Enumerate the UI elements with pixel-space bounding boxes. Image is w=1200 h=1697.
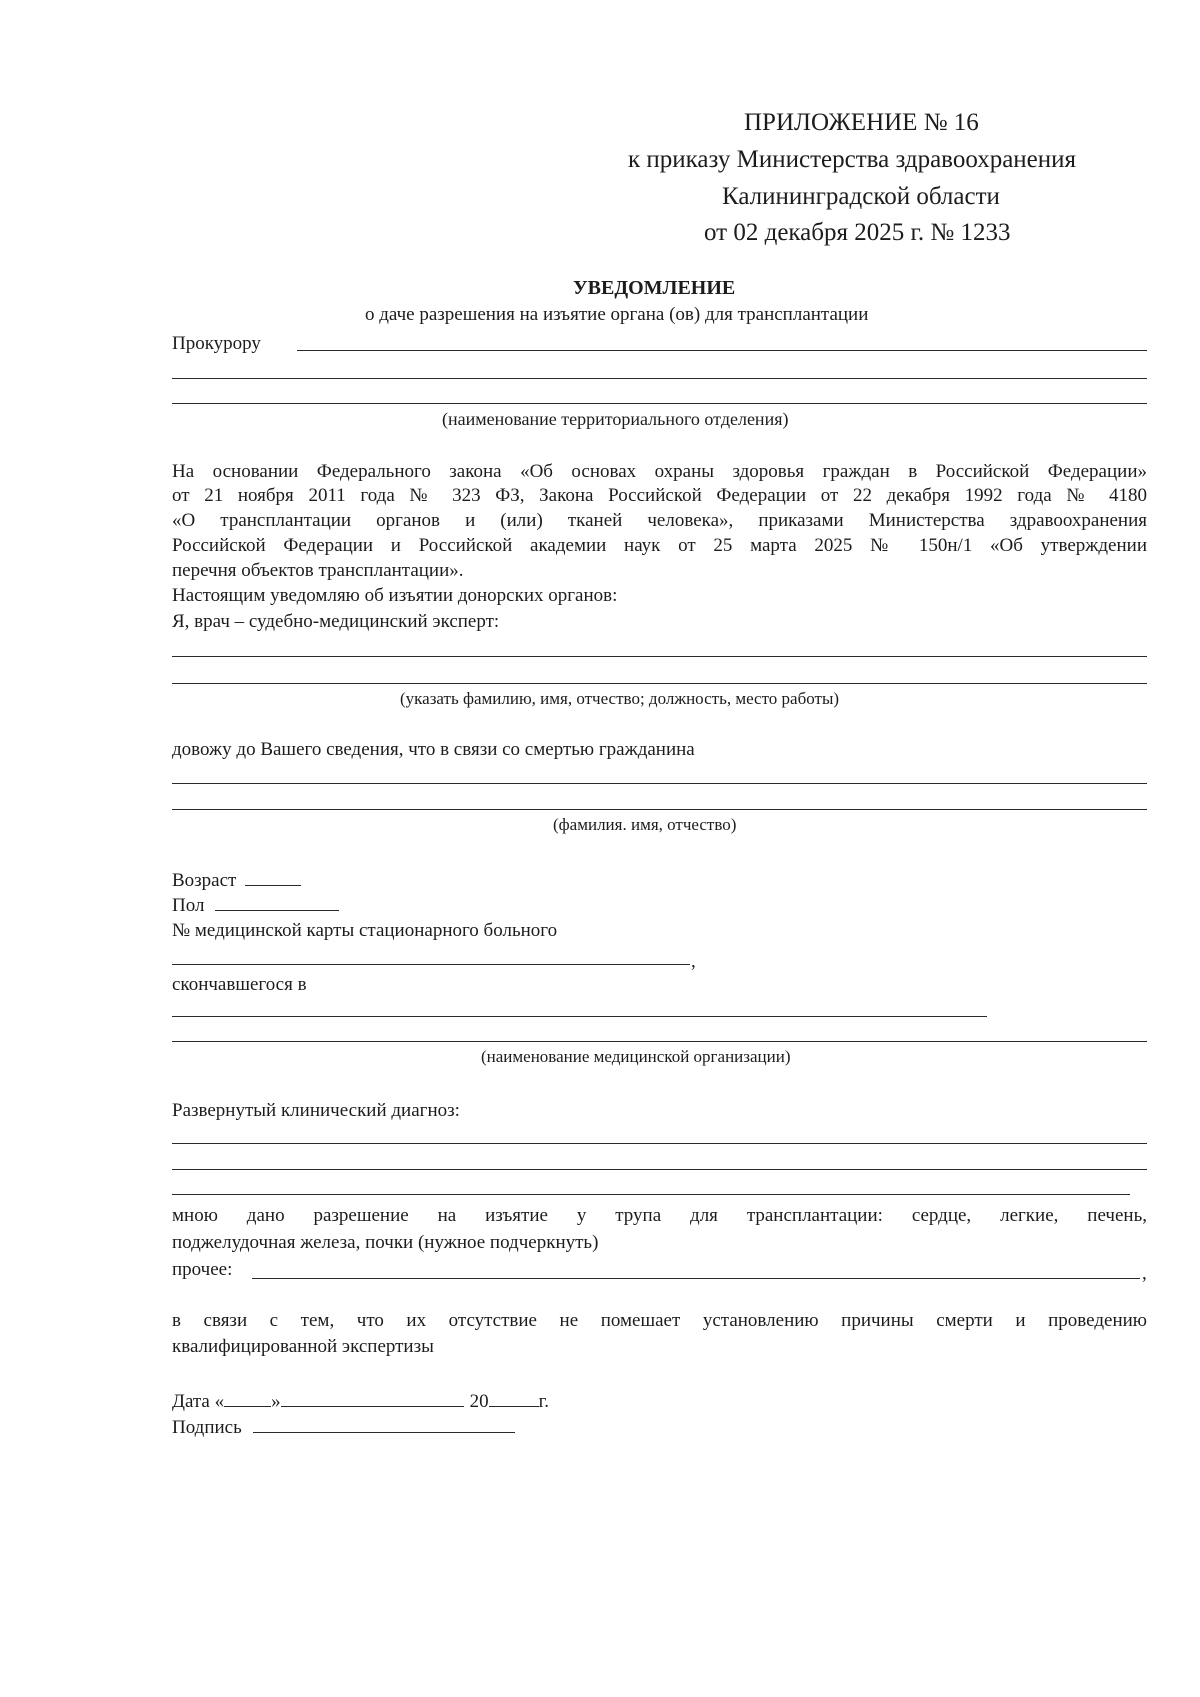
age-label [172,871,301,890]
date-row [172,1392,549,1411]
card-label: № медицинской карты стационарного больного [172,920,558,941]
basis-line-4: Российской Федерации и Российской академии наук от 25 марта 2025 № 150н/1 «Об утверждении [172,535,1147,556]
signature-row [172,1418,515,1437]
addressee-line-3[interactable] [172,403,1147,404]
basis-line-5: перечня объектов трансплантации». [172,560,464,581]
order-date: от 02 декабря 2025 г. № 1233 [704,219,1011,246]
sex-label-text: Пол [172,895,205,916]
date-day-field[interactable] [224,1405,271,1407]
diagnosis-label: Развернутый клинический диагноз: [172,1100,460,1121]
card-comma: , [691,951,696,972]
other-organs-field[interactable] [252,1278,1140,1279]
date-close-quote: » [271,1391,281,1412]
date-label: Дата « [172,1391,225,1412]
deceased-line-2[interactable] [172,809,1147,810]
basis-line-3: «О трансплантации органов и (или) тканей человека», приказами Министерства здравоохранения [172,510,1147,531]
organization-line-2[interactable] [172,1041,1147,1042]
document-title: УВЕДОМЛЕНИЕ [573,277,736,299]
notify-line: Настоящим уведомляю об изъятии донорских органов: [172,585,618,606]
other-comma: , [1142,1263,1147,1284]
sex-field[interactable] [215,909,339,911]
organization-caption: (наименование медицинской организации) [481,1047,791,1066]
addressee-line-1[interactable] [297,350,1147,351]
permission-line-1: мною дано разрешение на изъятие у трупа для трансплантации: сердце, легкие, печень, [172,1205,1147,1226]
region-name: Калининградской области [722,183,1000,210]
basis-line-1: На основании Федерального закона «Об основах охраны здоровья граждан в Российской Федерации» [172,461,1147,482]
expert-line-1[interactable] [172,656,1147,657]
signature-field[interactable] [253,1431,515,1433]
expert-intro: Я, врач – судебно-медицинский эксперт: [172,611,500,632]
date-year-prefix: 20 [469,1391,489,1412]
reason-line-2: квалифицированной экспертизы [172,1336,434,1357]
addressee-line-2[interactable] [172,378,1147,379]
signature-label: Подпись [172,1417,242,1438]
deceased-caption: (фамилия. имя, отчество) [553,815,737,834]
document-subtitle: о даче разрешения на изъятие органа (ов) для трансплантации [365,304,869,325]
order-reference: к приказу Министерства здравоохранения [628,146,1077,173]
reason-line-1: в связи с тем, что их отсутствие не помешает установлению причины смерти и проведению [172,1310,1147,1331]
permission-line-2: поджелудочная железа, почки (нужное подчеркнуть) [172,1232,599,1253]
deceased-line-1[interactable] [172,783,1147,784]
diagnosis-line-2[interactable] [172,1169,1147,1170]
organization-line-1[interactable] [172,1016,987,1017]
expert-line-2[interactable] [172,683,1147,684]
date-year-field[interactable] [489,1405,539,1407]
expert-caption: (указать фамилию, имя, отчество; должность, место работы) [400,689,840,708]
appendix-number: ПРИЛОЖЕНИЕ № 16 [744,109,979,136]
age-field[interactable] [245,884,301,886]
diagnosis-line-3[interactable] [172,1194,1130,1195]
sex-label [172,896,339,915]
age-label-text: Возраст [172,870,237,891]
inform-text: довожу до Вашего сведения, что в связи со смертью гражданина [172,739,695,760]
basis-line-2: от 21 ноября 2011 года № 323 ФЗ, Закона Российской Федерации от 22 декабря 1992 года № 4180 [172,485,1147,506]
other-label: прочее: [172,1259,233,1280]
date-year-suffix: г. [538,1391,550,1412]
diagnosis-line-1[interactable] [172,1143,1147,1144]
card-number-field[interactable] [172,964,690,965]
addressee-caption: (наименование территориального отделения) [442,409,789,429]
addressee-label: Прокурору [172,333,261,354]
date-month-field[interactable] [281,1405,464,1407]
died-in-label: скончавшегося в [172,974,307,995]
